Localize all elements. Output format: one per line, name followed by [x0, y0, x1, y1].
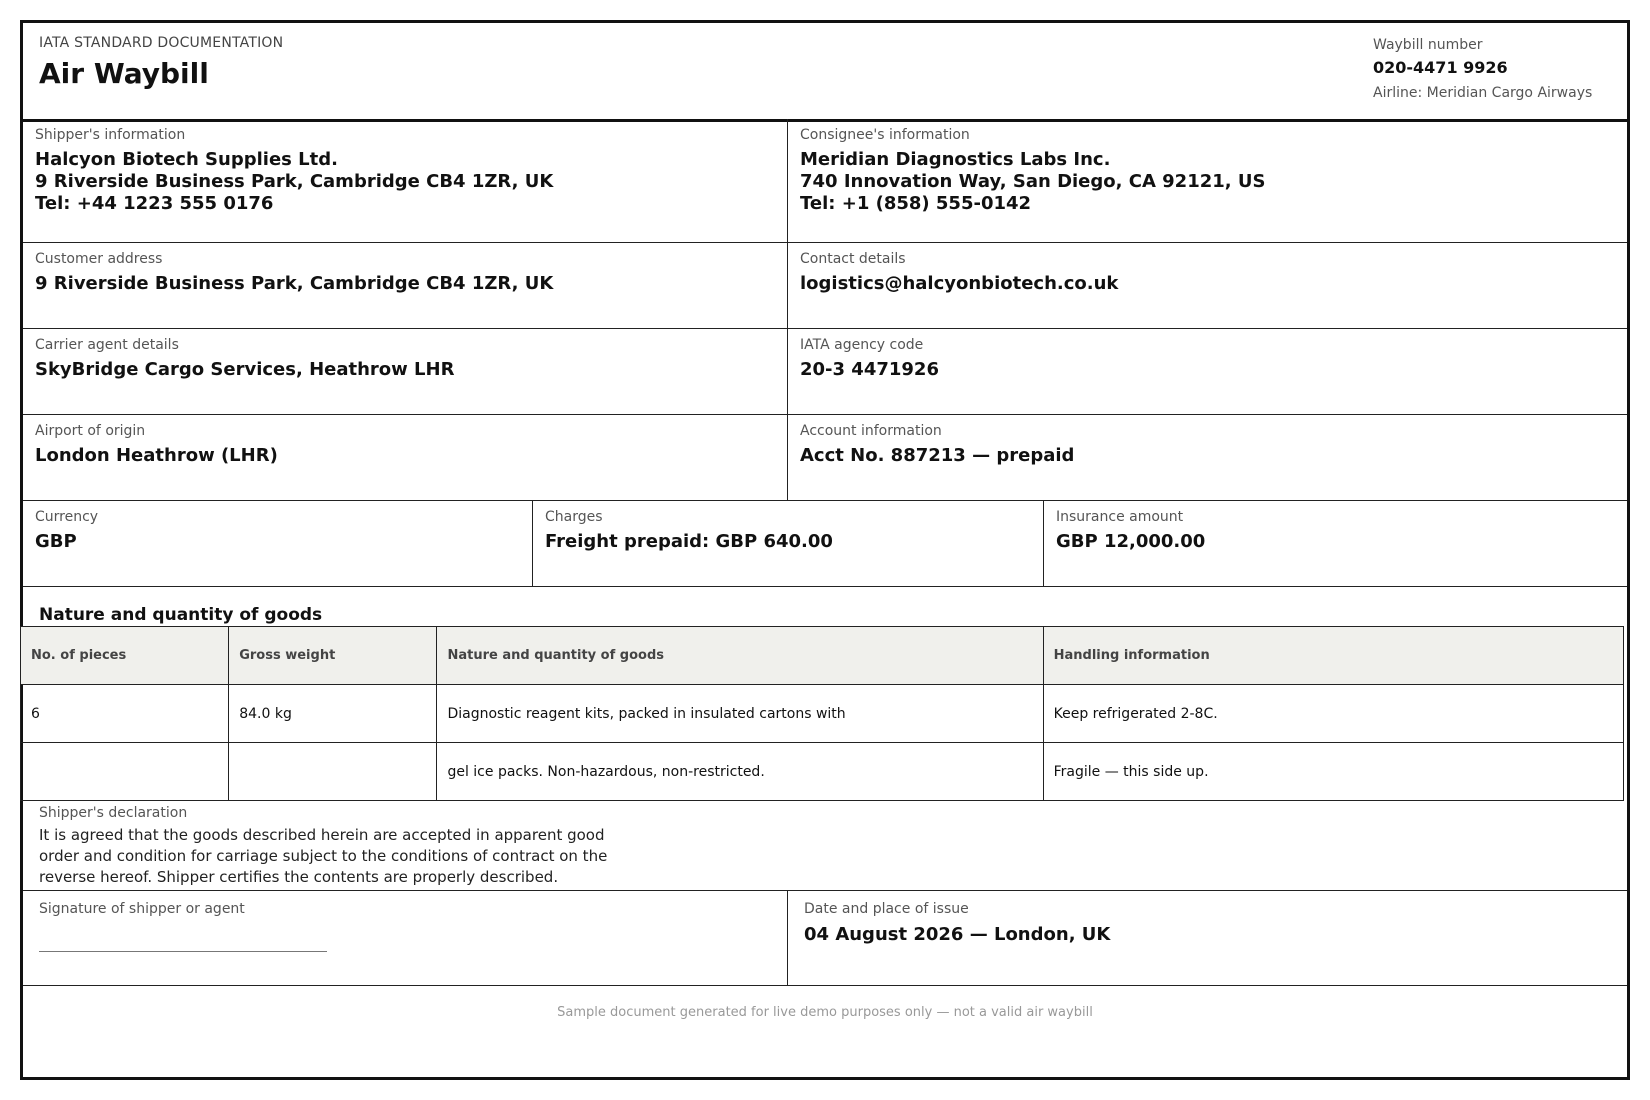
pieces-cell: 6 — [21, 685, 229, 743]
shipper-info-cell — [23, 119, 788, 243]
issue-label: Date and place of issue — [804, 901, 969, 917]
carrier-agent-value: SkyBridge Cargo Services, Heathrow LHR — [35, 359, 455, 380]
contact-details-label: Contact details — [800, 251, 906, 267]
consignee-info-label: Consignee's information — [800, 127, 970, 143]
handling-cell: Keep refrigerated 2-8C. — [1043, 685, 1623, 743]
waybill-number-label: Waybill number — [1373, 37, 1483, 53]
insurance-cell — [1044, 501, 1627, 587]
shipper-info-value — [35, 149, 553, 215]
contact-details-value: logistics@halcyonbiotech.co.uk — [800, 273, 1119, 294]
origin-value: London Heathrow (LHR) — [35, 445, 278, 466]
shipper-info-label: Shipper's information — [35, 127, 186, 143]
nature-goods-cell: Diagnostic reagent kits, packed in insulated cartons with — [437, 685, 1043, 743]
waybill-number: 020-4471 9926 — [1373, 58, 1508, 77]
shipper-phone: Tel: +44 1223 555 0176 — [35, 193, 274, 214]
header-nature-goods: Nature and quantity of goods — [437, 627, 1043, 685]
shipper-address: 9 Riverside Business Park, Cambridge CB4 1ZR, UK — [35, 171, 554, 192]
declaration-label: Shipper's declaration — [39, 805, 188, 821]
footer-disclaimer: Sample document generated for live demo purposes only — not a valid air waybill — [557, 1005, 1093, 1020]
charges-label: Charges — [545, 509, 603, 525]
consignee-phone: Tel: +1 (858) 555-0142 — [800, 193, 1032, 214]
currency-cell — [23, 501, 533, 587]
goods-table — [20, 626, 1624, 801]
iata-code-label: IATA agency code — [800, 337, 924, 353]
consignee-name: Meridian Diagnostics Labs Inc. — [800, 149, 1111, 170]
currency-label: Currency — [35, 509, 99, 525]
handling-cell: Fragile — this side up. — [1043, 743, 1623, 801]
document-title: Air Waybill — [39, 57, 209, 90]
signature-line[interactable] — [39, 951, 327, 952]
charges-value: Freight prepaid: GBP 640.00 — [545, 531, 833, 552]
customer-address-label: Customer address — [35, 251, 163, 267]
issue-value: 04 August 2026 — London, UK — [804, 924, 1111, 945]
carrier-agent-cell — [23, 329, 788, 415]
airline-name: Airline: Meridian Cargo Airways — [1373, 85, 1593, 101]
nature-goods-cell: gel ice packs. Non-hazardous, non-restricted. — [437, 743, 1043, 801]
pieces-cell — [21, 743, 229, 801]
signature-label: Signature of shipper or agent — [39, 901, 245, 917]
origin-label: Airport of origin — [35, 423, 146, 439]
account-cell — [788, 415, 1627, 501]
signature-cell — [23, 891, 788, 986]
consignee-info-value — [800, 149, 1265, 215]
header-handling: Handling information — [1043, 627, 1623, 685]
consignee-info-cell — [788, 119, 1627, 243]
declaration-text: It is agreed that the goods described herein are accepted in apparent good order and condition for carriage subject to the conditions of contract on the reverse hereof. Shipper certifies the contents are properly described. — [39, 826, 608, 886]
gross-weight-cell — [229, 743, 437, 801]
table-row — [21, 685, 1624, 743]
customer-address-cell — [23, 243, 788, 329]
currency-value: GBP — [35, 531, 77, 552]
shipper-name: Halcyon Biotech Supplies Ltd. — [35, 149, 338, 170]
contact-details-cell — [788, 243, 1627, 329]
gross-weight-cell: 84.0 kg — [229, 685, 437, 743]
goods-section-title: Nature and quantity of goods — [39, 605, 323, 625]
header-pieces: No. of pieces — [21, 627, 229, 685]
iata-code-value: 20-3 4471926 — [800, 359, 939, 380]
table-row — [21, 743, 1624, 801]
air-waybill-document — [20, 20, 1630, 1080]
issue-cell — [788, 891, 1627, 986]
charges-cell — [533, 501, 1044, 587]
document-subtitle: IATA STANDARD DOCUMENTATION — [39, 35, 284, 51]
account-label: Account information — [800, 423, 942, 439]
account-value: Acct No. 887213 — prepaid — [800, 445, 1075, 466]
carrier-agent-label: Carrier agent details — [35, 337, 179, 353]
insurance-label: Insurance amount — [1056, 509, 1184, 525]
consignee-address: 740 Innovation Way, San Diego, CA 92121, US — [800, 171, 1266, 192]
header-gross-weight: Gross weight — [229, 627, 437, 685]
iata-code-cell — [788, 329, 1627, 415]
origin-cell — [23, 415, 788, 501]
insurance-value: GBP 12,000.00 — [1056, 531, 1206, 552]
customer-address-value: 9 Riverside Business Park, Cambridge CB4 1ZR, UK — [35, 273, 554, 294]
document-header — [23, 23, 1627, 122]
goods-table-header-row — [21, 627, 1624, 685]
